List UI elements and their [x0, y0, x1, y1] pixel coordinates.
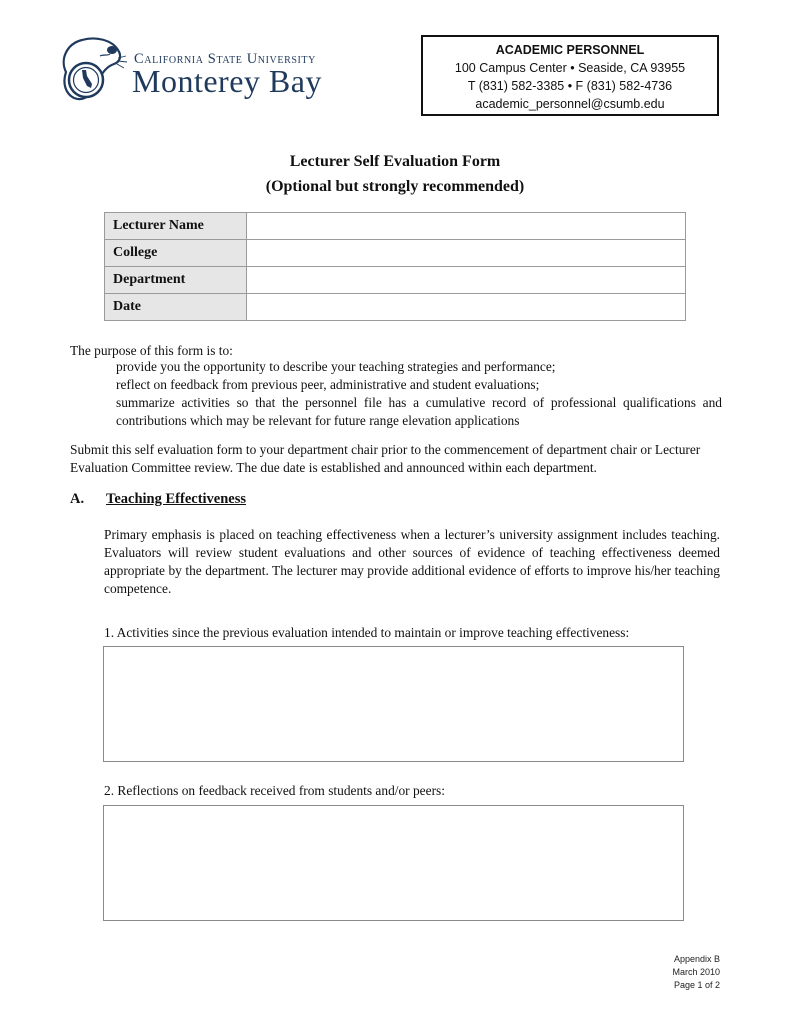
section-a-body: Primary emphasis is placed on teaching effectiveness when a lecturer’s university assignment includes teaching. Evaluators will review student evaluations and other sources of evidence of teaching effectiveness deemed appropriate by the department. The lecturer may provide additional evidence of efforts to improve his/her teaching competence. [104, 527, 720, 596]
purpose-item: provide you the opportunity to describe your teaching strategies and performance; [116, 359, 556, 374]
table-row [105, 240, 686, 267]
contact-info-box [421, 35, 719, 116]
date-cell [247, 294, 686, 321]
question-2-answer[interactable] [103, 805, 684, 921]
contact-title: ACADEMIC PERSONNEL [495, 43, 645, 57]
purpose-item: summarize activities so that the personnel file has a cumulative record of professional qualifications and [116, 395, 722, 410]
lecturer-name-cell [247, 213, 686, 240]
field-label-college: College [105, 240, 247, 267]
csumb-logo [56, 32, 336, 112]
table-row [105, 213, 686, 240]
purpose-intro: The purpose of this form is to: [70, 343, 233, 358]
question-1-answer[interactable] [103, 646, 684, 762]
college-input[interactable] [255, 240, 681, 266]
logo-campus-name: Monterey Bay [132, 63, 322, 99]
lecturer-info-table [104, 212, 686, 321]
field-label-date: Date [105, 294, 247, 321]
field-label-department: Department [105, 267, 247, 294]
field-label-lecturer-name: Lecturer Name [105, 213, 247, 240]
form-title: Lecturer Self Evaluation Form [289, 153, 501, 170]
page-footer [672, 953, 720, 992]
question-1-label: 1. Activities since the previous evaluation intended to maintain or improve teaching effectiveness: [104, 625, 630, 640]
department-input[interactable] [255, 267, 681, 293]
section-title: Teaching Effectiveness [106, 491, 247, 507]
footer-date: March 2010 [672, 967, 720, 977]
footer-page-number: Page 1 of 2 [673, 980, 720, 990]
section-a-heading [70, 491, 246, 508]
form-subtitle: (Optional but strongly recommended) [265, 178, 525, 195]
footer-appendix: Appendix B [673, 954, 720, 964]
department-cell [247, 267, 686, 294]
date-input[interactable] [255, 294, 681, 320]
section-letter: A. [70, 491, 85, 507]
contact-email[interactable]: academic_personnel@csumb.edu [475, 97, 665, 111]
lecturer-name-input[interactable] [255, 213, 681, 239]
table-row [105, 294, 686, 321]
question-2-label: 2. Reflections on feedback received from students and/or peers: [104, 783, 445, 798]
submit-instructions: Submit this self evaluation form to your department chair prior to the commencement of department chair or Lecturer Evaluation Committee review. The due date is established and announced within each department. [70, 442, 701, 475]
sea-otter-logo-icon [56, 32, 136, 112]
purpose-item: reflect on feedback from previous peer, administrative and student evaluations; [116, 377, 540, 392]
contact-phones: T (831) 582-3385 • F (831) 582-4736 [467, 79, 673, 93]
purpose-list [116, 358, 722, 430]
purpose-item: contributions which may be relevant for future range elevation applications [116, 413, 520, 428]
college-cell [247, 240, 686, 267]
table-row [105, 267, 686, 294]
logo-university-name: California State University [134, 51, 316, 67]
contact-address: 100 Campus Center • Seaside, CA 93955 [454, 61, 686, 75]
